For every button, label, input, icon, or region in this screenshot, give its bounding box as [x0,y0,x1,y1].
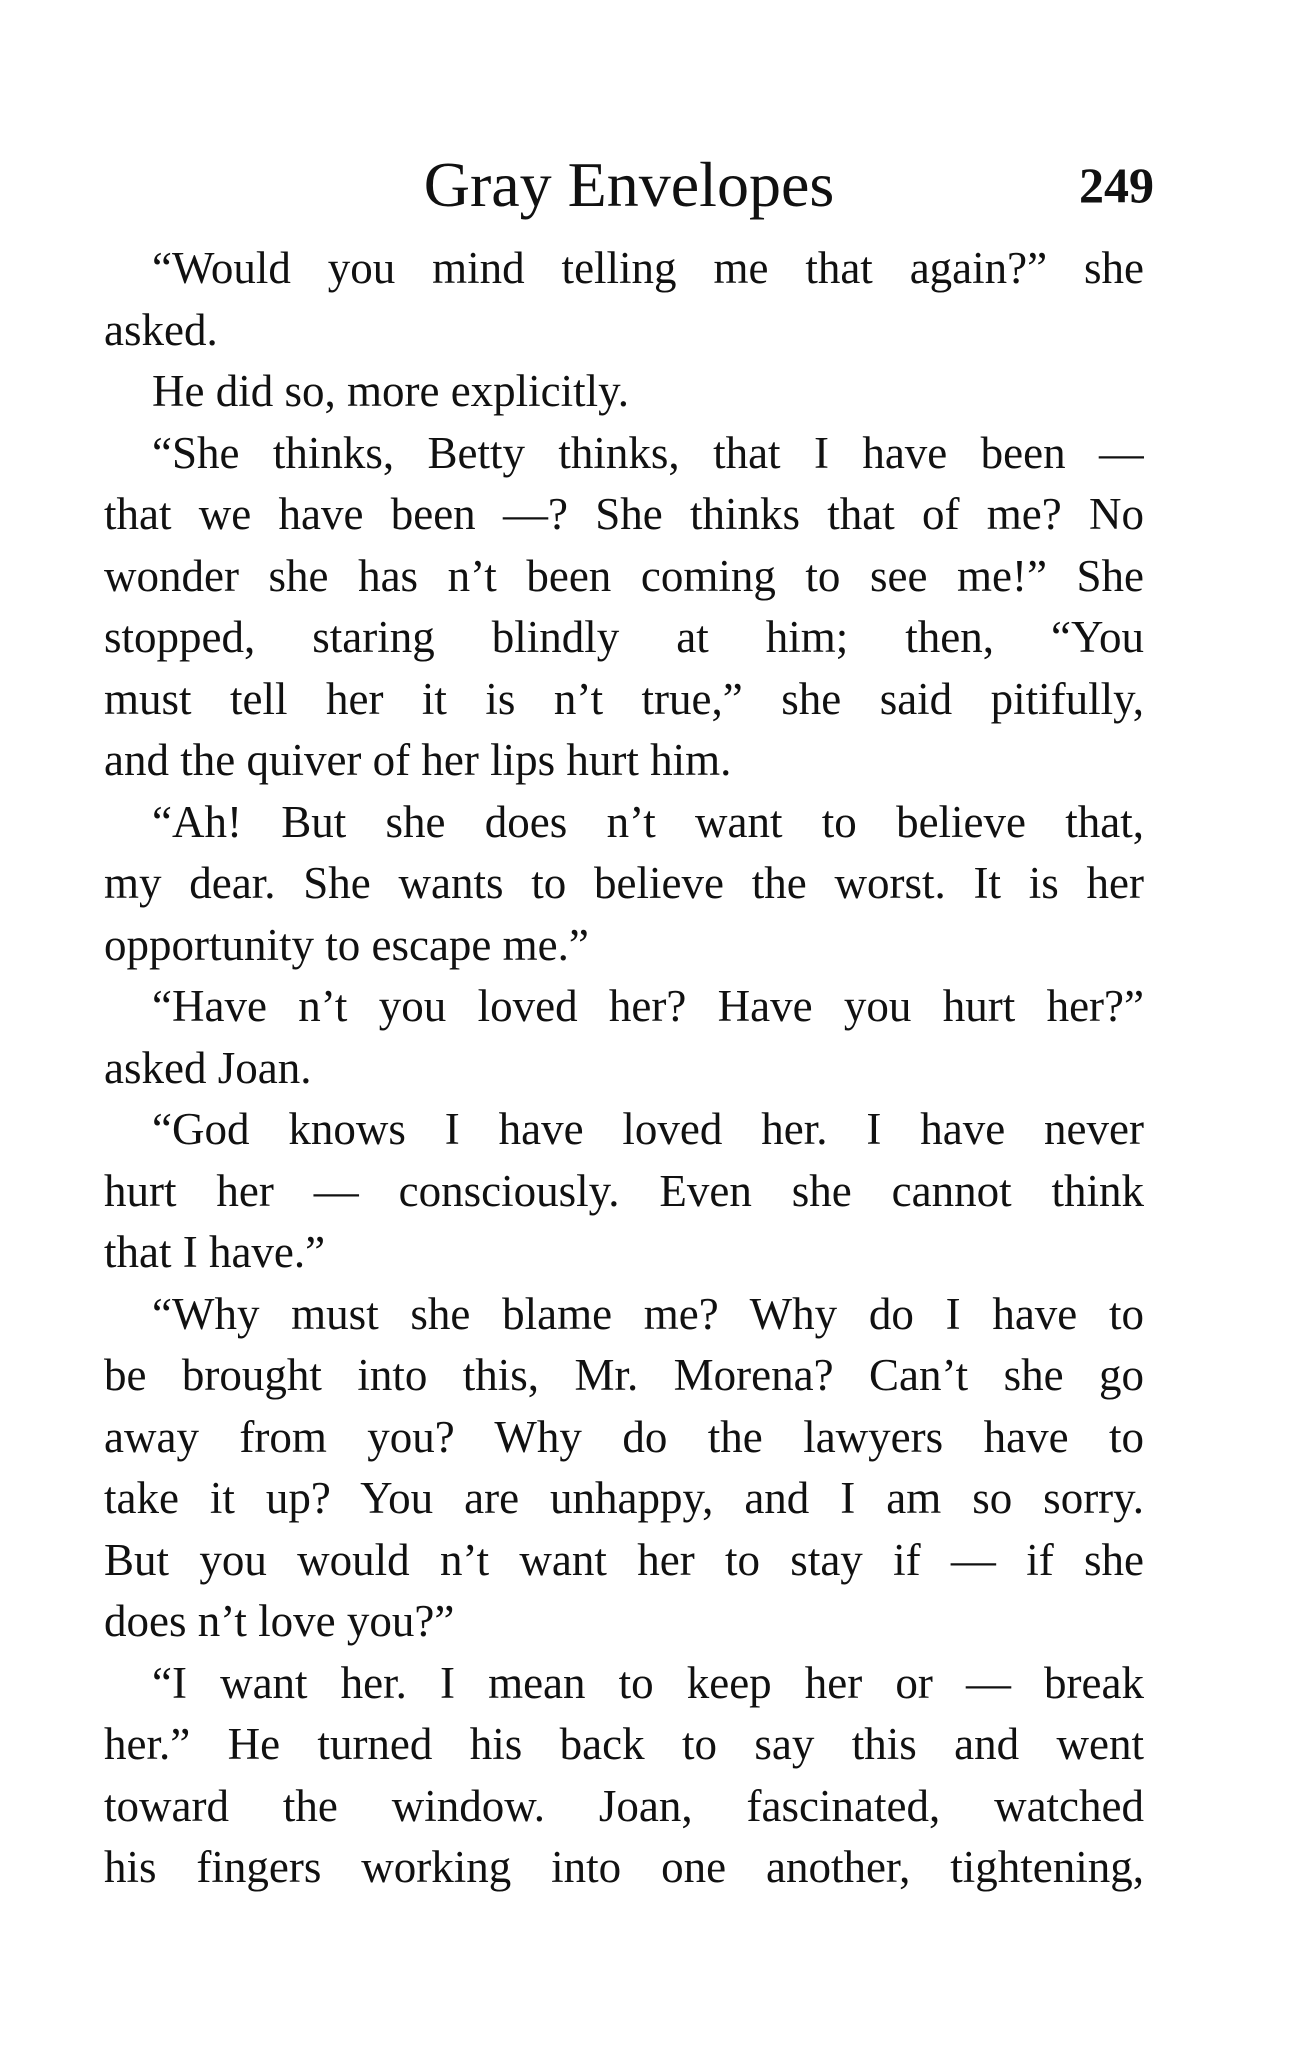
text-line: that I have.” [104,1227,326,1277]
running-head [104,145,1154,225]
text-line: “Ah! But she does n’t want to believe that, [152,796,1144,847]
text-line: “She thinks, Betty thinks, that I have been — [152,427,1144,478]
text-line: “I want her. I mean to keep her or — break [152,1657,1144,1708]
text-line: “God knows I have loved her. I have never [152,1104,1144,1154]
text-line: asked. [104,304,218,355]
text-line: take it up? You are unhappy, and I am so sorry. [104,1473,1144,1523]
text-line: “Have n’t you loved her? Have you hurt her?” [152,981,1144,1031]
text-line: toward the window. Joan, fascinated, watched [104,1780,1144,1831]
text-line: “Would you mind telling me that again?” she [152,243,1144,293]
running-title: Gray Envelopes [423,149,835,220]
text-line: her.” He turned his back to say this and went [104,1719,1144,1769]
text-line: wonder she has n’t been coming to see me!” She [104,550,1144,601]
text-line: my dear. She wants to believe the worst. It is her [104,858,1144,908]
text-line: and the quiver of her lips hurt him. [104,735,732,785]
text-line: “Why must she blame me? Why do I have to [152,1288,1144,1339]
text-line: hurt her — consciously. Even she cannot think [104,1165,1144,1216]
text-line: must tell her it is n’t true,” she said pitifully, [104,673,1144,724]
text-line: opportunity to escape me.” [104,919,589,970]
text-line: his fingers working into one another, tightening, [104,1842,1144,1892]
text-line: that we have been —? She thinks that of me? No [104,489,1144,539]
text-line: stopped, staring blindly at him; then, “You [104,612,1144,662]
text-line: does n’t love you?” [104,1596,455,1646]
text-line: asked Joan. [104,1042,312,1093]
text-line: away from you? Why do the lawyers have to [104,1411,1144,1462]
page-number: 249 [1079,157,1154,213]
text-line: be brought into this, Mr. Morena? Can’t she go [104,1350,1144,1400]
text-line: But you would n’t want her to stay if — if she [104,1534,1144,1585]
body-text [104,238,1144,1899]
text-line: He did so, more explicitly. [152,366,629,416]
